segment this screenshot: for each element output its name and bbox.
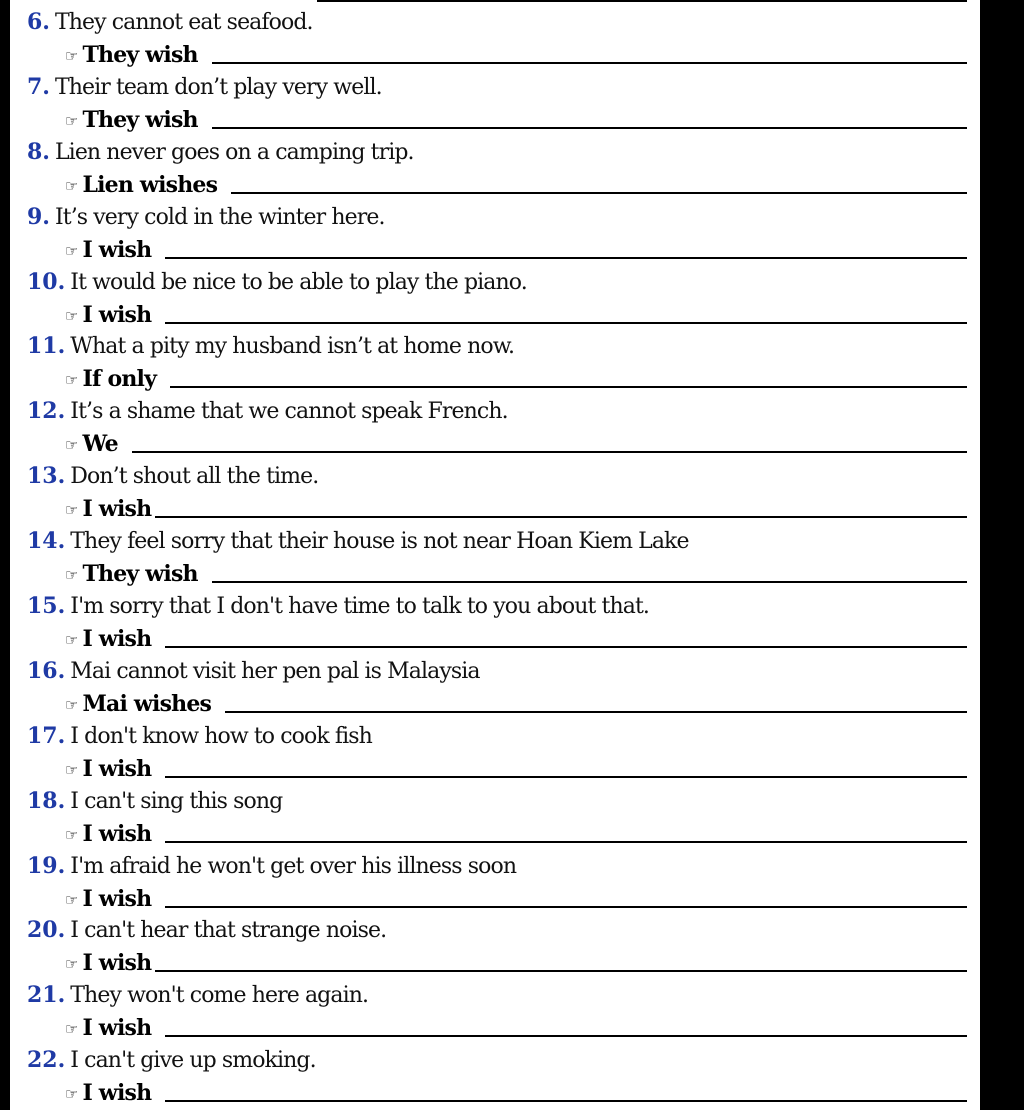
pointing-hand-icon: ☞ (65, 436, 79, 455)
answer-starter: If only (82, 366, 157, 393)
exercise-prompt (27, 979, 368, 1011)
exercise-prompt (27, 201, 385, 233)
exercise-list (10, 6, 1002, 1109)
pointing-hand-icon: ☞ (65, 695, 79, 714)
exercise-item (10, 136, 1002, 201)
exercise-item (10, 460, 1002, 525)
prompt-text: I don't know how to cook fish (70, 723, 372, 749)
exercise-number: 22. (27, 1047, 66, 1074)
exercise-number: 8. (27, 138, 50, 165)
exercise-prompt (27, 1044, 316, 1076)
exercise-item (10, 71, 1002, 136)
answer-line (65, 817, 967, 847)
pointing-hand-icon: ☞ (65, 955, 79, 974)
exercise-prompt (27, 525, 689, 557)
exercise-prompt (27, 720, 372, 752)
answer-blank[interactable] (165, 257, 967, 259)
prompt-text: I can't give up smoking. (70, 1048, 316, 1074)
exercise-prompt (27, 395, 508, 427)
prompt-text: It would be nice to be able to play the piano. (70, 269, 527, 295)
answer-blank[interactable] (212, 127, 967, 129)
answer-line (65, 103, 967, 133)
exercise-number: 20. (27, 917, 66, 944)
exercise-item (10, 914, 1002, 979)
prompt-text: They feel sorry that their house is not near Hoan Kiem Lake (70, 529, 689, 555)
pointing-hand-icon: ☞ (65, 825, 79, 844)
pointing-hand-icon: ☞ (65, 1085, 79, 1104)
answer-line (65, 168, 967, 198)
answer-blank[interactable] (212, 62, 967, 64)
answer-blank[interactable] (225, 711, 967, 713)
answer-blank[interactable] (165, 1100, 967, 1102)
exercise-number: 19. (27, 852, 66, 879)
answer-line (65, 1076, 967, 1106)
answer-blank[interactable] (165, 906, 967, 908)
exercise-item (10, 330, 1002, 395)
exercise-prompt (27, 460, 318, 492)
answer-starter: They wish (82, 561, 198, 588)
prompt-text: It’s very cold in the winter here. (54, 204, 385, 230)
answer-line (65, 946, 967, 976)
answer-blank[interactable] (165, 841, 967, 843)
answer-blank[interactable] (132, 451, 967, 453)
exercise-prompt (27, 266, 527, 298)
prompt-text: It’s a shame that we cannot speak French. (70, 399, 508, 425)
exercise-prompt (27, 590, 649, 622)
exercise-item (10, 979, 1002, 1044)
exercise-prompt (27, 850, 516, 882)
pointing-hand-icon: ☞ (65, 501, 79, 520)
pointing-hand-icon: ☞ (65, 631, 79, 650)
worksheet-page (10, 0, 1002, 1110)
answer-starter: I wish (82, 755, 152, 782)
exercise-item (10, 785, 1002, 850)
page-edge (980, 0, 1002, 1110)
answer-blank[interactable] (212, 581, 967, 583)
answer-blank[interactable] (165, 1035, 967, 1037)
answer-starter: I wish (82, 820, 152, 847)
exercise-number: 21. (27, 982, 66, 1009)
exercise-number: 10. (27, 268, 66, 295)
exercise-item (10, 201, 1002, 266)
exercise-item (10, 6, 1002, 71)
pointing-hand-icon: ☞ (65, 371, 79, 390)
prompt-text: Lien never goes on a camping trip. (54, 139, 414, 165)
answer-line (65, 38, 967, 68)
answer-line (65, 427, 967, 457)
prompt-text: I'm sorry that I don't have time to talk to you about that. (70, 594, 649, 620)
answer-starter: Lien wishes (82, 171, 218, 198)
exercise-number: 13. (27, 463, 66, 490)
exercise-number: 11. (27, 333, 66, 360)
exercise-item (10, 525, 1002, 590)
prompt-text: They won't come here again. (70, 983, 369, 1009)
exercise-number: 16. (27, 657, 66, 684)
exercise-number: 17. (27, 722, 66, 749)
answer-starter: I wish (82, 496, 152, 523)
answer-starter: I wish (82, 626, 152, 653)
pointing-hand-icon: ☞ (65, 176, 79, 195)
exercise-number: 15. (27, 593, 66, 620)
exercise-item (10, 720, 1002, 785)
exercise-prompt (27, 330, 514, 362)
exercise-prompt (27, 6, 313, 38)
prompt-text: What a pity my husband isn’t at home now. (70, 334, 515, 360)
prompt-text: Don’t shout all the time. (70, 464, 319, 490)
answer-blank[interactable] (155, 516, 967, 518)
answer-starter: I wish (82, 950, 152, 977)
exercise-number: 7. (27, 73, 50, 100)
answer-line (65, 557, 967, 587)
pointing-hand-icon: ☞ (65, 241, 79, 260)
exercise-item (10, 850, 1002, 915)
exercise-item (10, 266, 1002, 331)
answer-line (65, 752, 967, 782)
answer-starter: I wish (82, 1080, 152, 1107)
answer-blank[interactable] (165, 646, 967, 648)
pointing-hand-icon: ☞ (65, 760, 79, 779)
pointing-hand-icon: ☞ (65, 47, 79, 65)
answer-starter: I wish (82, 1015, 152, 1042)
exercise-number: 18. (27, 787, 66, 814)
exercise-number: 14. (27, 528, 66, 555)
answer-blank[interactable] (170, 386, 967, 388)
prompt-text: I can't hear that strange noise. (70, 918, 387, 944)
answer-starter: They wish (82, 106, 198, 133)
exercise-prompt (27, 914, 386, 946)
pointing-hand-icon: ☞ (65, 566, 79, 585)
answer-line (65, 687, 967, 717)
answer-line (65, 622, 967, 652)
answer-line (65, 882, 967, 912)
answer-blank[interactable] (165, 322, 967, 324)
exercise-number: 9. (27, 203, 50, 230)
answer-starter: I wish (82, 885, 152, 912)
exercise-item (10, 1044, 1002, 1109)
answer-line (65, 492, 967, 522)
exercise-number: 12. (27, 398, 66, 425)
answer-starter: I wish (82, 236, 152, 263)
pointing-hand-icon: ☞ (65, 890, 79, 909)
answer-blank[interactable] (231, 192, 967, 194)
answer-line (65, 362, 967, 392)
top-rule (317, 0, 967, 2)
prompt-text: I'm afraid he won't get over his illness soon (70, 853, 517, 879)
prompt-text: Mai cannot visit her pen pal is Malaysia (70, 658, 480, 684)
exercise-item (10, 655, 1002, 720)
pointing-hand-icon: ☞ (65, 1020, 79, 1039)
prompt-text: They cannot eat seafood. (54, 10, 313, 35)
answer-blank[interactable] (165, 776, 967, 778)
exercise-number: 6. (27, 9, 50, 35)
exercise-prompt (27, 71, 382, 103)
exercise-item (10, 590, 1002, 655)
answer-line (65, 233, 967, 263)
exercise-prompt (27, 785, 282, 817)
answer-starter: We (82, 431, 118, 458)
answer-starter: They wish (82, 42, 198, 68)
answer-line (65, 298, 967, 328)
prompt-text: I can't sing this song (70, 788, 283, 814)
pointing-hand-icon: ☞ (65, 306, 79, 325)
answer-starter: Mai wishes (82, 690, 212, 717)
pointing-hand-icon: ☞ (65, 111, 79, 130)
answer-blank[interactable] (155, 970, 967, 972)
answer-starter: I wish (82, 301, 152, 328)
exercise-item (10, 395, 1002, 460)
exercise-prompt (27, 136, 414, 168)
answer-line (65, 1011, 967, 1041)
exercise-prompt (27, 655, 480, 687)
prompt-text: Their team don’t play very well. (54, 74, 382, 100)
